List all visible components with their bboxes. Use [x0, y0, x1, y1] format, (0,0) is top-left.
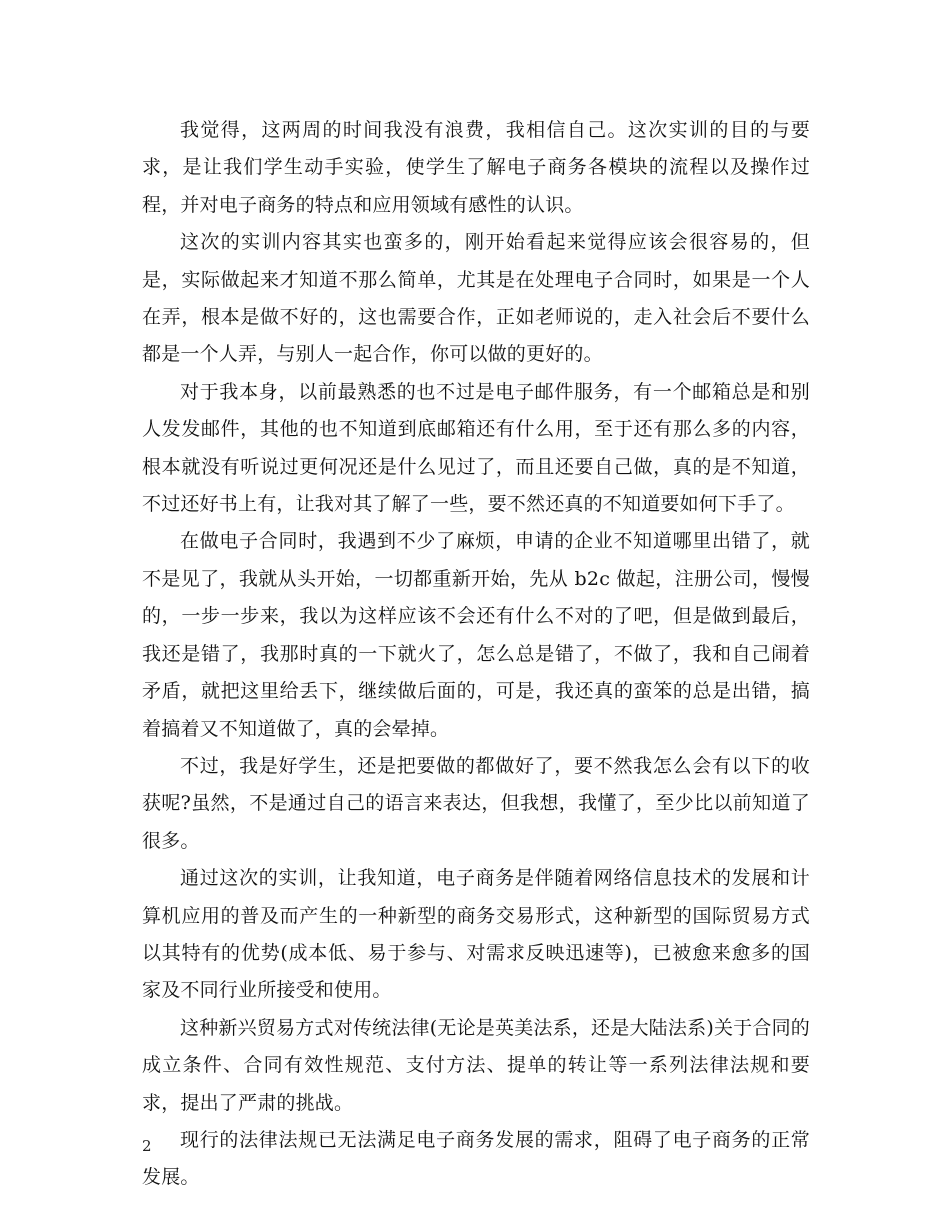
paragraph-4: 在做电子合同时，我遇到不少了麻烦，申请的企业不知道哪里出错了，就不是见了，我就从头开始，一切都重新开始，先从 b2c 做起，注册公司，慢慢的，一步一步来，我以为这样应该不会还有什么不对的了吧，但是做到最后，我还是错了，我那时真的一下就火了，怎么总是错了，不做了，我和自己闹着矛盾，就把这里给丢下，继续做后面的，可是，我还真的蛮笨的总是出错，搞着搞着又不知道做了，真的会晕掉。: [142, 530, 810, 740]
paragraph-6: 通过这次的实训，让我知道，电子商务是伴随着网络信息技术的发展和计算机应用的普及而产生的一种新型的商务交易形式，这种新型的国际贸易方式以其特有的优势(成本低、易于参与、对需求反映迅速等)，已被愈来愈多的国家及不同行业所接受和使用。: [142, 867, 810, 1002]
paragraph-7: 这种新兴贸易方式对传统法律(无论是英美法系，还是大陆法系)关于合同的成立条件、合同有效性规范、支付方法、提单的转让等一系列法律法规和要求，提出了严肃的挑战。: [142, 1016, 810, 1114]
paragraph-1: 我觉得，这两周的时间我没有浪费，我相信自己。这次实训的目的与要求，是让我们学生动手实验，使学生了解电子商务各模块的流程以及操作过程，并对电子商务的特点和应用领域有感性的认识。: [142, 119, 810, 216]
paragraph-8: 现行的法律法规已无法满足电子商务发展的需求，阻碍了电子商务的正常发展。: [142, 1128, 810, 1189]
body-text: [142, 112, 810, 1197]
paragraph-2: 这次的实训内容其实也蛮多的，刚开始看起来觉得应该会很容易的，但是，实际做起来才知道不那么简单，尤其是在处理电子合同时，如果是一个人在弄，根本是做不好的，这也需要合作，正如老师说的，走入社会后不要什么都是一个人弄，与别人一起合作，你可以做的更好的。: [142, 231, 810, 366]
paragraph-5: 不过，我是好学生，还是把要做的都做好了，要不然我怎么会有以下的收获呢?虽然，不是通过自己的语言来表达，但我想，我懂了，至少比以前知道了很多。: [142, 754, 810, 852]
page-number: 2: [142, 1137, 152, 1155]
paragraph-3: 对于我本身，以前最熟悉的也不过是电子邮件服务，有一个邮箱总是和别人发发邮件，其他的也不知道到底邮箱还有什么用，至于还有那么多的内容，根本就没有听说过更何况还是什么见过了，而且还要自己做，真的是不知道，不过还好书上有，让我对其了解了一些，要不然还真的不知道要如何下手了。: [142, 380, 810, 516]
